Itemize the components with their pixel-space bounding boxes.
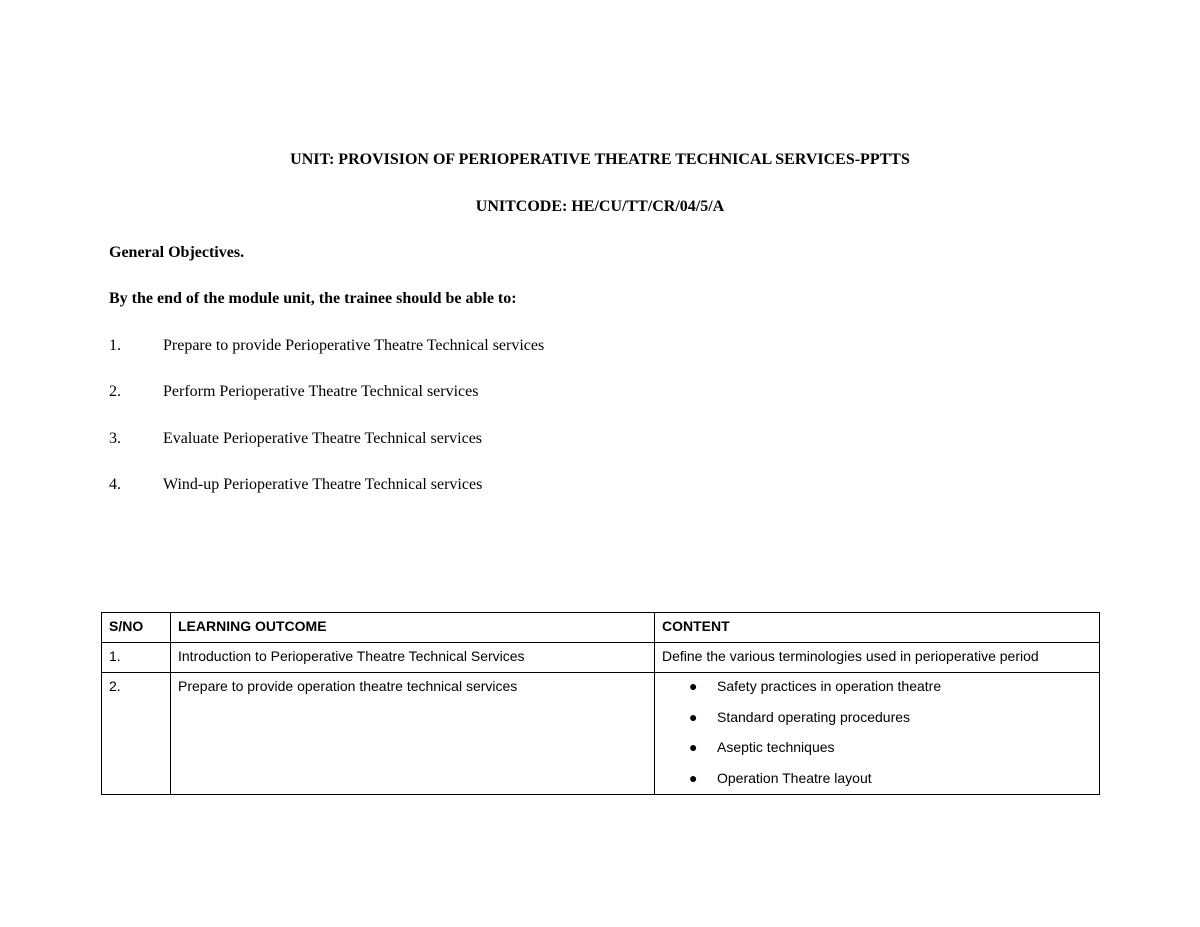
cell-learning-outcome: Introduction to Perioperative Theatre Technical Services [171,643,655,673]
table-header-row [102,613,1100,643]
list-item [662,677,1092,696]
objective-text: Perform Perioperative Theatre Technical services [163,383,479,400]
unit-code: UNITCODE: HE/CU/TT/CR/04/5/A [475,198,725,215]
general-objectives-heading: General Objectives. [109,244,245,261]
list-item-text: Standard operating procedures [717,708,911,725]
objective-number: 3. [109,430,121,447]
table-row [102,643,1100,673]
header-content: CONTENT [655,613,1100,643]
header-learning-outcome: LEARNING OUTCOME [171,613,655,643]
list-item-text: Aseptic techniques [717,739,835,755]
objective-number: 1. [109,337,121,354]
list-item-text: Operation Theatre layout [717,769,872,786]
bullet-icon: ● [689,708,698,725]
bullet-icon: ● [689,678,698,694]
list-item [662,738,1092,757]
cell-learning-outcome: Prepare to provide operation theatre technical services [171,673,655,795]
cell-sno: 2. [102,673,171,795]
objective-text: Prepare to provide Perioperative Theatre Technical services [163,337,545,354]
bullet-icon: ● [689,739,698,755]
content-bullet-list [662,677,1092,788]
objective-number: 4. [109,476,121,493]
cell-sno: 1. [102,643,171,673]
objectives-intro: By the end of the module unit, the trainee should be able to: [109,290,517,307]
list-item [662,769,1092,788]
cell-content: Define the various terminologies used in perioperative period [655,643,1100,673]
header-sno: S/NO [102,613,171,643]
objective-text: Wind-up Perioperative Theatre Technical services [163,476,483,493]
objective-number: 2. [109,383,121,400]
unit-title: UNIT: PROVISION OF PERIOPERATIVE THEATRE TECHNICAL SERVICES-PPTTS [290,151,910,168]
bullet-icon: ● [689,769,698,786]
cell-content [655,673,1100,795]
table-row [102,673,1100,795]
list-item-text: Safety practices in operation theatre [717,678,942,694]
learning-outcomes-table [101,612,1100,795]
list-item [662,708,1092,727]
objective-text: Evaluate Perioperative Theatre Technical services [163,430,483,447]
